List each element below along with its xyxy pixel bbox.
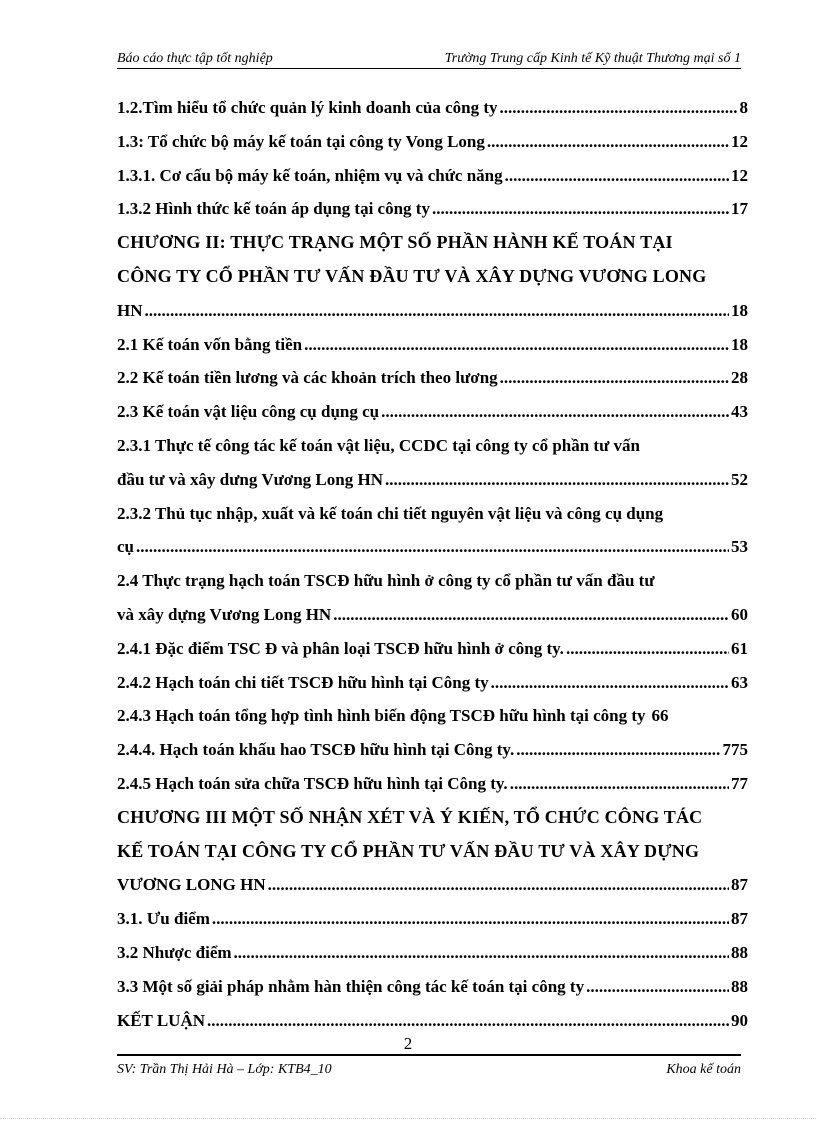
footer-department: Khoa kế toán [666,1062,741,1077]
toc-entry-title: và xây dựng Vương Long HN [117,604,332,624]
toc-entry-title: 2.4.3 Hạch toán tổng hợp tình hình biến động TSCĐ hữu hình tại công ty [117,706,646,726]
toc-entry-title: 1.3.1. Cơ cấu bộ máy kế toán, nhiệm vụ và chức năng [117,165,503,185]
toc-entry-page: 52 [731,469,748,489]
toc-leader-dots [212,902,729,936]
page-edge-divider [0,1118,816,1119]
toc-leader-dots [505,159,729,193]
toc-entry[interactable] [117,91,748,125]
footer-student-info: SV: Trần Thị Hải Hà – Lớp: KTB4_10 [117,1062,332,1077]
toc-entry-page: 87 [731,909,748,929]
toc-entry-page: 43 [731,402,748,422]
toc-entry[interactable] [117,767,748,801]
toc-entry-page: 17 [731,199,748,219]
header-report-title: Báo cáo thực tập tốt nghiệp [117,51,273,66]
toc-entry[interactable] [117,1004,748,1038]
toc-entry-title: 2.4.1 Đặc điểm TSC Đ và phân loại TSCĐ hữu hình ở công ty. [117,638,564,658]
toc-chapter-heading[interactable]: CÔNG TY CỔ PHẦN TƯ VẤN ĐẦU TƯ VÀ XÂY DỰNG VƯƠNG LONG [117,265,707,286]
toc-entry[interactable] [117,159,748,193]
page-header [117,50,741,69]
toc-leader-dots [145,294,730,328]
toc-entry[interactable] [117,395,748,429]
toc-entry[interactable] [117,902,748,936]
toc-entry-title: 2.4.4. Hạch toán khấu hao TSCĐ hữu hình tại Công ty. [117,740,515,760]
toc-entry[interactable] [117,868,748,902]
toc-leader-dots [516,733,720,767]
table-of-contents [117,91,748,1037]
toc-entry-title: 2.4.2 Hạch toán chi tiết TSCĐ hữu hình tại Công ty [117,672,489,692]
toc-entry-title: đầu tư và xây dưng Vương Long HN [117,469,383,489]
toc-entry[interactable] [117,463,748,497]
toc-entry-title-line[interactable]: 2.4 Thực trạng hạch toán TSCĐ hữu hình ở công ty cổ phần tư vấn đầu tư [117,571,655,591]
toc-entry[interactable] [117,125,748,159]
toc-entry[interactable] [117,328,748,362]
toc-entry[interactable] [117,294,748,328]
header-school-name: Trường Trung cấp Kinh tế Kỹ thuật Thương mại số 1 [444,51,741,66]
toc-entry-page: 87 [731,875,748,895]
toc-entry-title: 3.3 Một số giải pháp nhằm hàn thiện công tác kế toán tại công ty [117,976,585,996]
toc-leader-dots [268,868,729,902]
toc-entry-page: 60 [731,604,748,624]
toc-entry-page: 18 [731,300,748,320]
toc-entry-page: 28 [731,368,748,388]
toc-entry-title: 2.3 Kế toán vật liệu công cụ dụng cụ [117,402,380,422]
toc-entry-page: 77 [731,773,748,793]
toc-entry[interactable] [117,970,748,1004]
toc-leader-dots [234,936,729,970]
toc-entry-title: 3.2 Nhược điểm [117,942,232,962]
toc-entry-title: 1.3.2 Hình thức kế toán áp dụng tại công ty [117,199,430,219]
toc-entry-title: 2.2 Kế toán tiền lương và các khoản trích theo lương [117,368,498,388]
toc-leader-dots [333,598,729,632]
toc-entry-title-line[interactable]: 2.3.2 Thủ tục nhập, xuất và kế toán chi tiết nguyên vật liệu và công cụ dụng [117,503,664,523]
toc-entry-page: 18 [731,334,748,354]
toc-leader-dots [136,530,729,564]
toc-entry-page: 61 [731,638,748,658]
toc-entry[interactable] [117,192,748,226]
toc-entry-page: 775 [722,740,748,760]
toc-leader-dots [510,767,729,801]
toc-entry-page: 63 [731,672,748,692]
toc-entry[interactable] [117,361,748,395]
toc-leader-dots [487,125,729,159]
toc-entry-title: cụ [117,537,134,557]
toc-entry-title: HN [117,300,143,320]
page-footer [117,1054,741,1080]
toc-entry[interactable] [117,598,748,632]
toc-entry-title: KẾT LUẬN [117,1010,206,1030]
toc-entry-title-line[interactable]: 2.3.1 Thực tế công tác kế toán vật liệu, CCDC tại công ty cổ phần tư vấn [117,435,640,455]
toc-entry-page: 12 [731,131,748,151]
toc-leader-dots [381,395,729,429]
toc-entry[interactable] [117,666,748,700]
toc-entry[interactable] [117,699,748,733]
toc-entry-title: VƯƠNG LONG HN [117,875,266,895]
toc-entry-page: 88 [731,942,748,962]
toc-leader-dots [500,91,738,125]
toc-leader-dots [500,361,729,395]
toc-entry-title: 1.2.Tìm hiểu tổ chức quản lý kinh doanh của công ty [117,98,498,117]
toc-leader-dots [566,632,729,666]
toc-entry-page: 53 [731,537,748,557]
toc-leader-dots [491,666,729,700]
toc-entry[interactable] [117,530,748,564]
toc-leader-dots [385,463,729,497]
page-number: 2 [403,1034,413,1053]
toc-entry[interactable] [117,936,748,970]
toc-chapter-heading[interactable]: KẾ TOÁN TẠI CÔNG TY CỔ PHẦN TƯ VẤN ĐẦU TƯ VÀ XÂY DỰNG [117,840,700,861]
toc-leader-dots [586,970,729,1004]
toc-entry-page: 90 [731,1010,748,1030]
toc-entry-page: 12 [731,165,748,185]
toc-leader-dots [304,328,729,362]
toc-entry-title: 1.3: Tổ chức bộ máy kế toán tại công ty Vong Long [117,131,485,151]
toc-entry-page: 66 [651,706,669,726]
toc-entry-title: 2.4.5 Hạch toán sửa chữa TSCĐ hữu hình tại Công ty. [117,773,508,793]
toc-entry[interactable] [117,733,748,767]
toc-entry-page: 88 [731,976,748,996]
toc-leader-dots [207,1004,729,1038]
toc-entry-title: 3.1. Ưu điểm [117,909,210,929]
toc-chapter-heading[interactable]: CHƯƠNG II: THỰC TRẠNG MỘT SỐ PHẦN HÀNH KẾ TOÁN TẠI [117,232,673,253]
toc-entry[interactable] [117,632,748,666]
toc-chapter-heading[interactable]: CHƯƠNG III MỘT SỐ NHẬN XÉT VÀ Ý KIẾN, TỔ CHỨC CÔNG TÁC [117,806,703,827]
toc-leader-dots [432,192,729,226]
toc-entry-page: 8 [739,98,748,117]
toc-entry-title: 2.1 Kế toán vốn bằng tiền [117,334,303,354]
